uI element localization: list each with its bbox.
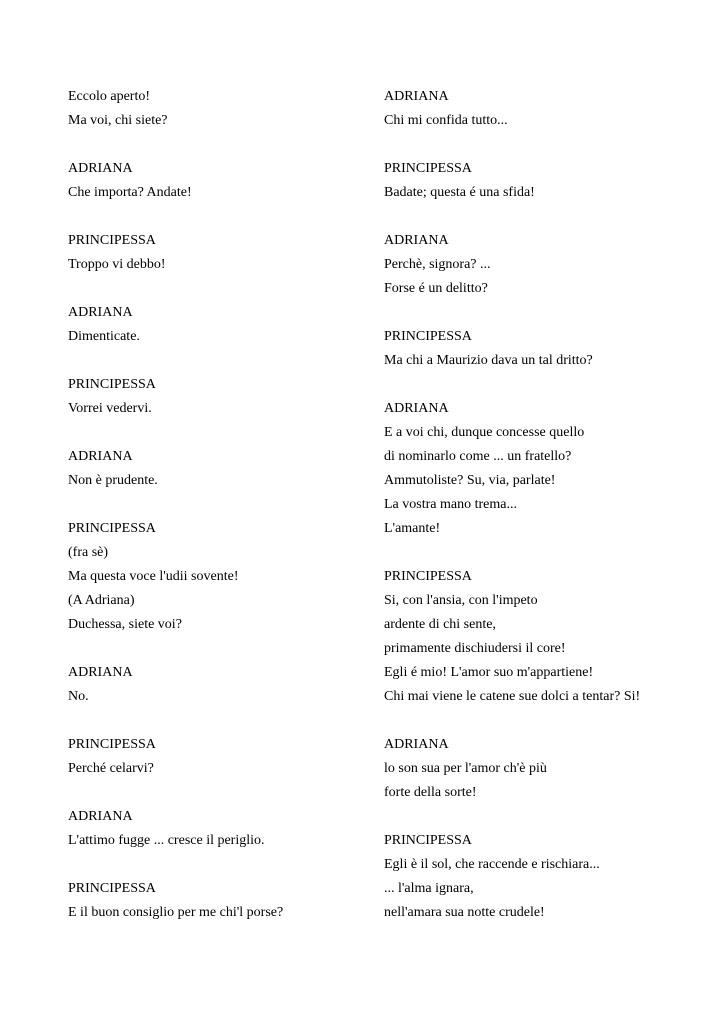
blank-line [384, 205, 704, 229]
dialogue-line: Perchè, signora? ... [384, 257, 491, 272]
speaker-name: PRINCIPESSA [68, 377, 156, 392]
dialogue-line: La vostra mano trema... [384, 497, 517, 512]
dialogue-line: E il buon consiglio per me chi'l porse? [68, 905, 284, 920]
left-column [68, 85, 388, 925]
dialogue-line: Non è prudente. [68, 473, 158, 488]
blank-line [68, 421, 388, 445]
dialogue-line: Chi mi confida tutto... [384, 113, 508, 128]
blank-line [68, 781, 388, 805]
dialogue-line: Ma chi a Maurizio dava un tal dritto? [384, 353, 593, 368]
speaker-name: ADRIANA [68, 449, 133, 464]
dialogue-line: Forse é un delitto? [384, 281, 488, 296]
dialogue-line: L'attimo fugge ... cresce il periglio. [68, 833, 265, 848]
dialogue-line: Si, con l'ansia, con l'impeto [384, 593, 538, 608]
dialogue-line: primamente dischiudersi il core! [384, 641, 566, 656]
blank-line [68, 493, 388, 517]
blank-line [384, 133, 704, 157]
dialogue-line: Perché celarvi? [68, 761, 154, 776]
dialogue-line: Ma questa voce l'udii sovente! [68, 569, 239, 584]
dialogue-line: Che importa? Andate! [68, 185, 192, 200]
dialogue-line: Egli è il sol, che raccende e rischiara... [384, 857, 600, 872]
speaker-name: PRINCIPESSA [68, 737, 156, 752]
speaker-name: PRINCIPESSA [68, 521, 156, 536]
dialogue-line: (A Adriana) [68, 593, 135, 608]
blank-line [68, 205, 388, 229]
blank-line [68, 709, 388, 733]
speaker-name: ADRIANA [384, 737, 449, 752]
dialogue-line: Ma voi, chi siete? [68, 113, 168, 128]
dialogue-line: Duchessa, siete voi? [68, 617, 182, 632]
speaker-name: ADRIANA [384, 401, 449, 416]
blank-line [384, 373, 704, 397]
dialogue-line: Egli é mio! L'amor suo m'appartiene! [384, 665, 594, 680]
speaker-name: ADRIANA [384, 89, 449, 104]
dialogue-line: Badate; questa é una sfida! [384, 185, 535, 200]
dialogue-line: Vorrei vedervi. [68, 401, 152, 416]
blank-line [384, 541, 704, 565]
dialogue-line: ... l'alma ignara, [384, 881, 474, 896]
speaker-name: PRINCIPESSA [384, 329, 472, 344]
blank-line [68, 853, 388, 877]
blank-line [68, 133, 388, 157]
speaker-name: PRINCIPESSA [384, 833, 472, 848]
speaker-name: ADRIANA [68, 809, 133, 824]
blank-line [68, 349, 388, 373]
dialogue-line: Chi mai viene le catene sue dolci a tentar? Si! [384, 689, 641, 704]
speaker-name: ADRIANA [384, 233, 449, 248]
blank-line [68, 277, 388, 301]
dialogue-line: E a voi chi, dunque concesse quello [384, 425, 585, 440]
speaker-name: ADRIANA [68, 305, 133, 320]
speaker-name: PRINCIPESSA [68, 233, 156, 248]
blank-line [384, 301, 704, 325]
dialogue-line: L'amante! [384, 521, 441, 536]
speaker-name: PRINCIPESSA [68, 881, 156, 896]
right-column [384, 85, 704, 925]
dialogue-line: Dimenticate. [68, 329, 140, 344]
dialogue-line: Eccolo aperto! [68, 89, 151, 104]
speaker-name: ADRIANA [68, 161, 133, 176]
dialogue-line: Troppo vi debbo! [68, 257, 166, 272]
dialogue-line: Ammutoliste? Su, via, parlate! [384, 473, 556, 488]
dialogue-line: No. [68, 689, 89, 704]
speaker-name: PRINCIPESSA [384, 569, 472, 584]
dialogue-line: (fra sè) [68, 545, 109, 560]
dialogue-line: forte della sorte! [384, 785, 477, 800]
dialogue-line: ardente di chi sente, [384, 617, 496, 632]
blank-line [384, 709, 704, 733]
blank-line [68, 637, 388, 661]
blank-line [384, 805, 704, 829]
dialogue-line: nell'amara sua notte crudele! [384, 905, 545, 920]
speaker-name: PRINCIPESSA [384, 161, 472, 176]
speaker-name: ADRIANA [68, 665, 133, 680]
dialogue-line: lo son sua per l'amor ch'è più [384, 761, 547, 776]
dialogue-line: di nominarlo come ... un fratello? [384, 449, 572, 464]
